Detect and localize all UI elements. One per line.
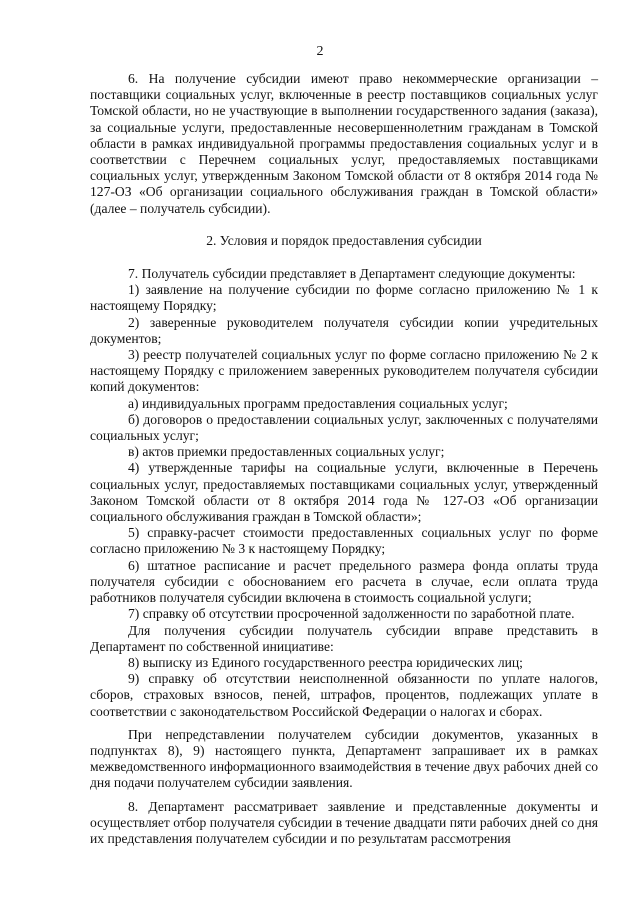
- item-7-9: 9) справку об отсутствии неисполненной обязанности по уплате налогов, сборов, страховых взносов, пеней, штрафов, процентов, подлежащих уплате в соответствии с законодательством Российской Федерации о налогах и сборах.: [90, 671, 598, 719]
- item-7-8: 8) выписку из Единого государственного реестра юридических лиц;: [128, 654, 523, 670]
- item-7-3b: б) договоров о предоставлении социальных услуг, заключенных с получателями социальных услуг;: [90, 411, 598, 444]
- paragraph-6: 6. На получение субсидии имеют право некоммерческие организации – поставщики социальных услуг, включенные в реестр поставщиков социальных услуг Томской области, но не участвующие в выполнении государственного задания (заказа), за социальные услуги, предоставленные несовершеннолетним гражданам в Томской области в рамках индивидуальной программы предоставления социальных услуг и в соответствии с Перечнем социальных услуг, предоставляемых поставщиками социальных услуг, утвержденным Законом Томской области от 8 октября 2014 года № 127-ОЗ «Об организации социального обслуживания граждан в Томской области» (далее – получатель субсидии).: [90, 71, 598, 216]
- non-submission-paragraph: При непредставлении получателем субсидии документов, указанных в подпунктах 8), 9) настоящего пункта, Департамент запрашивает их в рамках межведомственного информационного взаимодействия в течение двух рабочих дней со дня подачи получателем субсидии заявления.: [90, 726, 598, 791]
- item-7-7: 7) справку об отсутствии просроченной задолженности по заработной плате.: [128, 606, 575, 622]
- item-7-6: 6) штатное расписание и расчет предельного размера фонда оплаты труда получателя субсидии с обоснованием его расчета в случае, если оплата труда работников получателя субсидии включена в стоимость социальной услуги;: [90, 557, 598, 606]
- paragraph-7: 7. Получатель субсидии представляет в Департамент следующие документы:: [128, 266, 576, 282]
- section-heading: 2. Условия и порядок предоставления субсидии: [206, 232, 482, 248]
- item-7-2: 2) заверенные руководителем получателя субсидии копии учредительных документов;: [90, 314, 598, 346]
- paragraph-8: 8. Департамент рассматривает заявление и представленные документы и осуществляет отбор получателя субсидии в течение двадцати пяти рабочих дней со дня их представления получателем субсидии и по результатам рассмотрения: [90, 798, 598, 846]
- item-7-1: 1) заявление на получение субсидии по форме согласно приложению № 1 к настоящему Порядку;: [90, 282, 598, 314]
- page-number: 2: [316, 44, 324, 59]
- item-7-3c: в) актов приемки предоставленных социальных услуг;: [128, 444, 445, 460]
- own-initiative-paragraph: Для получения субсидии получатель субсидии вправе представить в Департамент по собственной инициативе:: [90, 622, 598, 654]
- document-body: [90, 71, 598, 847]
- item-7-4: 4) утвержденные тарифы на социальные услуги, включенные в Перечень социальных услуг, предоставляемых поставщиками социальных услуг, утвержденный Законом Томской области от 8 октября 2014 года № 127-ОЗ «Об организации социального обслуживания граждан в Томской области»;: [90, 460, 598, 525]
- item-7-3a: а) индивидуальных программ предоставления социальных услуг;: [128, 395, 508, 411]
- item-7-3: 3) реестр получателей социальных услуг по форме согласно приложению № 2 к настоящему Порядку с приложением заверенных руководителем получателя субсидии копий документов:: [90, 347, 598, 395]
- item-7-5: 5) справку-расчет стоимости предоставленных социальных услуг по форме согласно приложению № 3 к настоящему Порядку;: [90, 525, 598, 557]
